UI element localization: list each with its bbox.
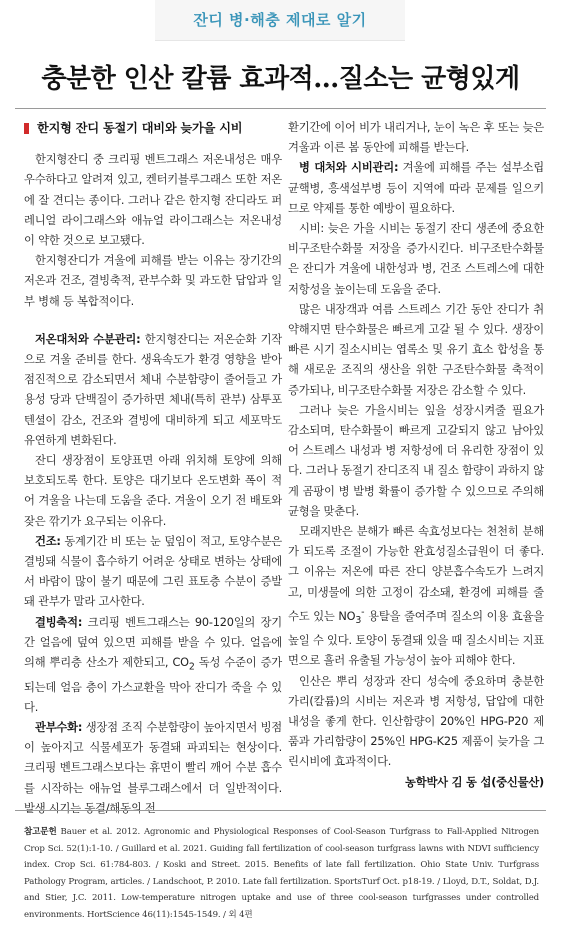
right-column	[288, 118, 544, 793]
paragraph: 많은 내장객과 여름 스트레스 기간 동안 잔디가 취약해지면 탄수화물은 빠르게 고갈 될 수 있다. 생장이 빠른 시기 질소시비는 엽록소 및 유기 효소 합성을 통해 새로운 조직의 생산을 위한 구조탄수화물 축적이 증가되나, 비구조탄수화물 저장은 감소할 수 있다.	[288, 302, 544, 397]
paragraph-text: 독성 수준이 증가되는데 얼음 층이 가스교환을 막아 잔디가 죽을 수 있다.	[24, 656, 282, 714]
red-bullet-icon	[24, 123, 29, 134]
headline: 충분한 인산 칼륨 효과적…질소는 균형있게	[41, 64, 520, 94]
paragraph-text: 한지형잔디는 저온순화 기작으로 겨울 준비를 한다. 생육속도가 환경 영향을 받아 점진적으로 감소되면서 체내 수분함량이 줄어들고 가용성 당과 단백질이 증가하면 체내(특히 관부) 삼투포텐셜이 감소, 건조와 결빙에 대비하게 되고 세포막도 유연하게 변화된다.	[24, 332, 282, 447]
series-title: 잔디 병·해충 제대로 알기	[155, 0, 405, 41]
paragraph	[24, 532, 282, 613]
paragraph-text: 생장점 조직 수분함량이 높아지면서 빙점이 높아지고 식물세포가 동결돼 파괴되는 현상이다. 크리핑 벤트그래스보다는 휴면이 빨리 깨어 수분 흡수를 시작하는 애뉴얼 블루그래스에서 더 일반적이다. 발생 시기는 동결/해동의 전	[24, 720, 282, 815]
references	[24, 824, 539, 924]
left-column	[24, 118, 282, 819]
section-label: 관부수화:	[35, 720, 83, 734]
paragraph: 시비: 늦은 가을 시비는 동절기 잔디 생존에 중요한 비구조탄수화물 저장을 증가시킨다. 비구조탄수화물은 잔디가 겨울에 내한성과 병, 건조 스트레스에 대한 저항성을 높이는데 도움을 준다.	[288, 222, 544, 296]
paragraph-text: 용탈을 줄여주며 질소의 이용 효율을 높일 수 있다. 토양이 동결돼 있을 때 질소시비는 지표면으로 흘러 유출될 가능성이 높아 피해야 한다.	[288, 609, 544, 668]
top-divider	[15, 108, 546, 109]
paragraph: 그러나 늦은 가을시비는 잎을 성장시켜줄 필요가 감소되며, 탄수화물이 빠르게 고갈되지 않고 남아있어 스트레스 내성과 병 저항성에 더 유리한 장점이 있다. 그러나 동절기 잔디조직 내 질소 함량이 과하지 않게 곰팡이 병 발병 확률이 증가할 수 있으므로 주의해 균형을 맞춘다.	[288, 403, 544, 518]
paragraph-text: 모래지반은 분해가 빠른 속효성보다는 천천히 분해가 되도록 조절이 가능한 완효성질소급원이 더 좋다. 그 이유는 저온에 따른 잔디 양분흡수속도가 느려지고, 미생물에 의한 고정이 감소돼, 환경에 피해를 줄 수도 있는 NO	[288, 525, 544, 623]
paragraph: 환기간에 이어 비가 내리거나, 눈이 녹은 후 또는 늦은 겨울과 이른 봄 동안에 피해를 받는다.	[288, 121, 544, 155]
paragraph: 한지형잔디 중 크리핑 벤트그래스 저온내성은 매우 우수하다고 알려져 있고, 켄터키블루그래스 또한 저온에 잘 견디는 종이다. 그러나 같은 한지형 잔디라도 퍼레니얼 라이그래스와 애뉴얼 라이그래스는 저온내성이 약한 것으로 보고됐다.	[24, 153, 282, 248]
subscript: 3	[355, 614, 362, 626]
paragraph	[24, 330, 282, 451]
subscript: 2	[188, 661, 195, 673]
section-label: 건조:	[35, 534, 61, 548]
section-label: 병 대처와 시비관리:	[299, 161, 399, 175]
references-label: 참고문헌	[24, 827, 57, 837]
paragraph-text: 겨울에 피해를 주는 설부소립균핵병, 흥색설부병 등이 지역에 따라 문제를 일으키므로 약제를 통한 예방이 필요하다.	[288, 161, 544, 215]
paragraph: 인산은 뿌리 성장과 잔디 성숙에 중요하며 충분한 가리(칼륨)의 시비는 저온과 병 저항성, 답압에 대한 내성을 좋게 한다. 인산함량이 20%인 HPG-P20 제품과 가리함량이 25%인 HPG-K25 제품이 늦가을 그린시비에 효과적이다.	[288, 674, 544, 769]
paragraph	[24, 613, 282, 718]
paragraph	[24, 718, 282, 819]
references-text: Bauer et al. 2012. Agronomic and Physiological Responses of Cool-Season Turfgrass to Fall-Applied Nitrogen Crop Sci. 52(1):1-10. / Guillard et al. 2021. Guiding fall fertilization of cool-season turfgrass lawns with NDVI sufficiency index. Crop Sci. 61:784-803. / Koski and Street. 2015. Benefits of late fall fertilization. Ohio State Univ. Turfgrass Pathology Program, articles. / Landschoot, P. 2010. Late fall fertilization. SportsTurf Oct. p18-19. / Lloyd, D.T., Soldat, D.J. and Stier, J.C. 2011. Low-temperature nitrogen uptake and use of three cool-season turfgrasses under controlled environments. HortScience 46(11):1545-1549. / 외 4편	[24, 827, 539, 920]
paragraph	[288, 158, 544, 219]
paragraph	[288, 522, 544, 671]
section-label: 결빙축적:	[35, 615, 83, 629]
paragraph-text: 동계기간 비 또는 눈 덮임이 적고, 토양수분은 결빙돼 식물이 흡수하기 어려운 상태로 변하는 상태에서 바람이 많이 불기 때문에 그린 표토층 수분이 증발돼 관부가 말라 고사한다.	[24, 534, 282, 609]
superscript: -	[361, 606, 365, 618]
author-byline: 농학박사 김 동 섭(중신물산)	[405, 775, 544, 789]
subheading-text: 한지형 잔디 동절기 대비와 늦가을 시비	[37, 121, 243, 135]
section-label: 저온대처와 수분관리:	[35, 332, 141, 346]
paragraph: 한지형잔디가 겨울에 피해를 받는 이유는 장기간의 저온과 건조, 결빙축적, 관부수화 및 과도한 답압과 일부 병해 등 복합적이다.	[24, 254, 282, 308]
bottom-divider	[15, 810, 546, 811]
subheading	[24, 118, 282, 138]
paragraph: 잔디 생장점이 토양표면 아래 위치해 토양에 의해 보호되도록 한다. 토양은 대기보다 온도변화 폭이 적어 겨울을 나는데 도움을 준다. 겨울이 오기 전 배토와 잦은 깎기가 요구되는 이유다.	[24, 454, 282, 528]
paragraph-text: 크리핑 벤트그래스는 90-120일의 장기간 얼음에 덮여 있으면 피해를 받을 수 있다. 얼음에 의해 뿌리층 산소가 제한되고, CO	[24, 615, 282, 670]
